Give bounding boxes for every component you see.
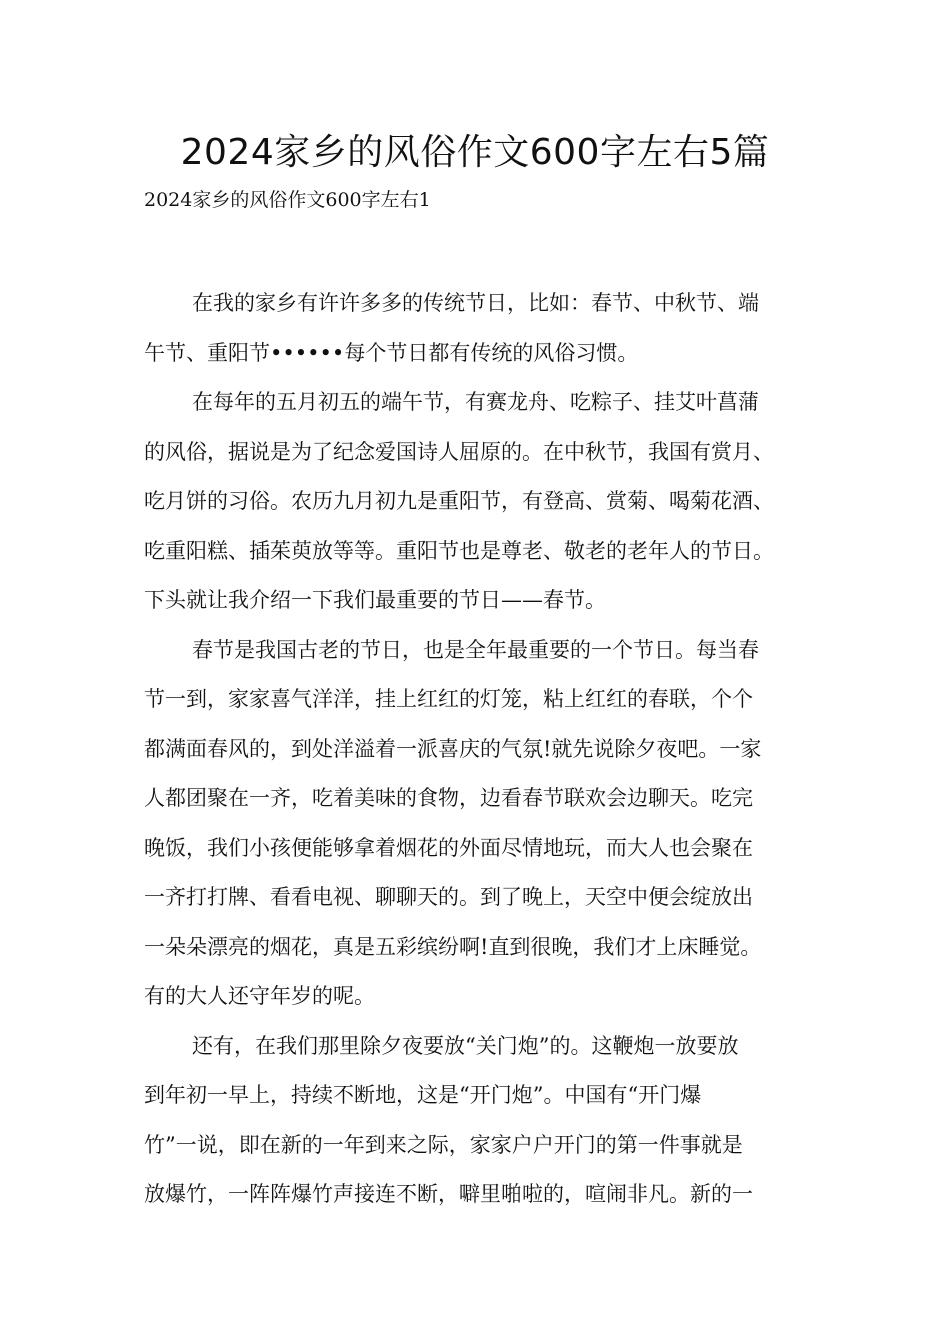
text-line: 一朵朵漂亮的烟花，真是五彩缤纷啊!直到很晚，我们才上床睡觉。 [144,934,762,959]
text-line: 在我的家乡有许许多多的传统节日，比如：春节、中秋节、端 [192,291,759,315]
text-line: 的风俗，据说是为了纪念爱国诗人屈原的。在中秋节，我国有赏月、 [144,439,774,464]
paragraph [144,279,822,378]
document-title: 2024家乡的风俗作文600字左右5篇 [180,132,770,173]
text-line: 竹”一说，即在新的一年到来之际，家家户户开门的第一件事就是 [144,1132,743,1157]
text-line: 吃重阳糕、插茱萸放等等。重阳节也是尊老、敬老的老年人的节日。 [144,538,774,563]
text-line: 晚饭，我们小孩便能够拿着烟花的外面尽情地玩，而大人也会聚在 [144,835,753,860]
text-line: 在每年的五月初五的端午节，有赛龙舟、吃粽子、挂艾叶菖蒲 [192,390,759,414]
text-line: 春节是我国古老的节日，也是全年最重要的一个节日。每当春 [192,637,759,662]
essay-subtitle: 2024家乡的风俗作文600字左右1 [144,189,431,211]
paragraph [144,378,822,626]
paragraph [144,626,822,1022]
text-line: 人都团聚在一齐，吃着美味的食物，边看春节联欢会边聊天。吃完 [144,786,753,810]
text-line: 都满面春风的，到处洋溢着一派喜庆的气氛!就先说除夕夜吧。一家 [144,736,762,761]
text-line: 放爆竹，一阵阵爆竹声接连不断，噼里啪啦的，喧闹非凡。新的一 [144,1182,753,1206]
text-line: 下头就让我介绍一下我们最重要的节日——春节。 [144,588,606,612]
text-line: 还有，在我们那里除夕夜要放“关门炮”的。这鞭炮一放要放 [192,1033,739,1058]
text-line: 午节、重阳节••••••每个节日都有传统的风俗习惯。 [144,340,639,365]
text-line: 节一到，家家喜气洋洋，挂上红红的灯笼，粘上红红的春联，个个 [144,687,753,711]
text-line: 吃月饼的习俗。农历九月初九是重阳节，有登高、赏菊、喝菊花酒、 [144,489,774,513]
text-line: 有的大人还守年岁的呢。 [144,984,375,1008]
text-line: 一齐打打牌、看看电视、聊聊天的。到了晚上，天空中便会绽放出 [144,885,753,909]
essay-body [144,279,822,1220]
paragraph [144,1022,822,1220]
text-line: 到年初一早上，持续不断地，这是“开门炮”。中国有“开门爆 [144,1083,702,1107]
